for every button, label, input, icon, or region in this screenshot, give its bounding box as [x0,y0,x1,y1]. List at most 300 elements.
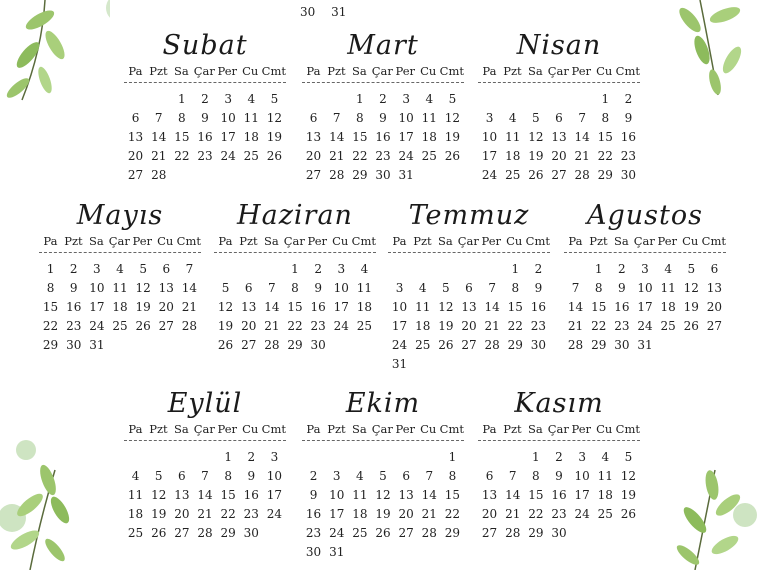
weekday-label: Cu [682,234,699,248]
empty-cell [348,449,371,465]
day-cell: 10 [333,281,349,295]
day-cell: 17 [481,149,498,163]
day-cell: 13 [158,281,174,295]
empty-cell [547,91,570,107]
day-cell: 23 [375,149,391,163]
weekday-header [388,234,550,253]
day-cell: 30 [305,545,322,559]
empty-cell [457,261,480,277]
day-grid [302,449,464,560]
day-cell: 27 [481,526,498,540]
day-cell: 27 [174,526,190,540]
month-block [560,198,730,353]
day-cell: 14 [264,300,280,314]
day-cell: 17 [329,507,345,521]
weekday-label: Pa [218,234,233,248]
day-cell: 7 [508,469,517,483]
day-cell: 8 [532,469,540,483]
previous-month-tail [300,5,358,19]
day-cell: 2 [534,262,543,276]
day-cell: 24 [333,319,349,333]
day-cell: 27 [158,319,174,333]
weekday-label: Pa [128,64,143,78]
day-cell: 7 [268,281,276,295]
empty-cell [395,449,418,465]
month-block [120,386,290,541]
weekday-label: Cu [596,64,613,78]
day-cell: 7 [332,111,341,125]
day-cell: 15 [528,488,544,502]
day-cell: 24 [574,507,590,521]
day-cell: 8 [178,111,186,125]
tail-day: 31 [331,5,347,19]
month-block [474,28,644,183]
day-cell: 6 [178,469,186,483]
day-cell: 27 [241,338,257,352]
weekday-label: Per [132,234,153,248]
day-cell: 17 [89,300,105,314]
day-cell: 23 [310,319,326,333]
weekday-label: Per [571,64,592,78]
empty-cell [302,449,325,465]
day-cell: 30 [375,168,391,182]
weekday-label: Pa [43,234,58,248]
weekday-label: Cmt [615,64,640,78]
day-cell: 11 [505,130,521,144]
weekday-label: Cmt [351,234,376,248]
empty-cell [564,261,587,277]
day-cell: 28 [567,338,584,352]
leaf-decoration-bottom-right [650,460,760,570]
day-cell: 18 [505,149,521,163]
day-cell: 8 [224,469,232,483]
day-cell: 27 [706,319,723,333]
day-cell: 3 [337,262,346,276]
day-cell: 4 [664,262,672,276]
day-cell: 1 [291,262,299,276]
day-cell: 28 [329,168,345,182]
day-cell: 2 [201,92,209,106]
weekday-label: Pa [306,422,321,436]
weekday-label: Cu [242,422,259,436]
day-cell: 15 [591,300,607,314]
empty-cell [388,261,411,277]
day-cell: 19 [620,488,637,502]
day-cell: 16 [614,300,630,314]
empty-cell [124,91,147,107]
empty-cell [124,449,147,465]
day-cell: 18 [112,300,128,314]
weekday-label: Per [307,234,328,248]
day-cell: 15 [42,300,59,314]
day-cell: 7 [185,262,194,276]
day-cell: 22 [597,149,613,163]
empty-cell [501,91,524,107]
day-cell: 14 [329,130,345,144]
day-cell: 20 [461,319,477,333]
empty-cell [170,449,193,465]
weekday-label: Çar [108,234,130,248]
day-cell: 17 [266,488,283,502]
day-cell: 9 [379,111,387,125]
day-cell: 3 [641,262,649,276]
day-cell: 24 [329,526,345,540]
day-cell: 9 [69,281,78,295]
day-cell: 5 [270,92,279,106]
day-cell: 4 [425,92,434,106]
day-cell: 16 [551,488,567,502]
day-cell: 25 [127,526,144,540]
day-cell: 19 [683,300,699,314]
day-cell: 23 [530,319,547,333]
day-cell: 9 [555,469,563,483]
day-cell: 25 [112,319,128,333]
weekday-label: Per [395,64,416,78]
weekday-label: Cu [157,234,174,248]
day-cell: 19 [438,319,454,333]
weekday-header [478,422,640,441]
day-cell: 10 [89,281,105,295]
day-grid [564,261,726,353]
day-cell: 28 [151,168,167,182]
day-cell: 1 [532,450,540,464]
weekday-label: Per [657,234,678,248]
weekday-label: Pzt [239,234,258,248]
weekday-label: Cu [332,234,349,248]
day-cell: 11 [597,469,613,483]
day-cell: 20 [158,300,174,314]
day-cell: 27 [551,168,567,182]
day-cell: 22 [174,149,190,163]
day-cell: 16 [310,300,326,314]
day-cell: 22 [42,319,59,333]
day-cell: 6 [402,469,410,483]
day-cell: 8 [356,111,364,125]
day-cell: 24 [220,149,236,163]
weekday-label: Per [395,422,416,436]
empty-cell [147,449,170,465]
month-title: Haziran [237,200,353,231]
day-cell: 9 [309,488,318,502]
day-cell: 12 [683,281,699,295]
day-cell: 9 [618,281,626,295]
day-cell: 6 [244,281,253,295]
day-cell: 12 [375,488,391,502]
day-cell: 4 [356,469,364,483]
weekday-label: Cu [242,64,259,78]
weekday-label: Çar [193,422,215,436]
day-cell: 22 [444,507,461,521]
day-cell: 13 [305,130,322,144]
empty-cell [260,261,283,277]
day-cell: 20 [174,507,190,521]
weekday-label: Cmt [615,422,640,436]
day-cell: 31 [637,338,653,352]
day-cell: 30 [66,338,82,352]
day-cell: 20 [398,507,414,521]
day-cell: 16 [305,507,322,521]
day-cell: 10 [481,130,498,144]
day-cell: 31 [89,338,105,352]
day-cell: 30 [530,338,547,352]
weekday-label: Çar [371,422,393,436]
day-cell: 21 [264,319,280,333]
day-cell: 18 [243,130,259,144]
day-cell: 4 [418,281,427,295]
day-cell: 23 [305,526,322,540]
weekday-label: Pzt [327,422,346,436]
day-cell: 1 [178,92,186,106]
empty-cell [524,91,547,107]
weekday-header [214,234,376,253]
day-cell: 29 [507,338,523,352]
day-cell: 19 [135,300,151,314]
weekday-label: Pzt [503,422,522,436]
day-cell: 2 [247,450,256,464]
day-cell: 21 [567,319,584,333]
weekday-label: Pzt [149,422,168,436]
weekday-label: Per [481,234,502,248]
day-cell: 23 [197,149,213,163]
day-cell: 20 [305,149,322,163]
day-cell: 10 [574,469,590,483]
day-cell: 10 [391,300,408,314]
day-cell: 2 [618,262,626,276]
day-cell: 12 [266,111,283,125]
day-cell: 12 [151,488,167,502]
day-cell: 28 [574,168,590,182]
day-cell: 24 [481,168,498,182]
day-cell: 6 [485,469,494,483]
day-cell: 26 [151,526,167,540]
day-cell: 20 [706,300,723,314]
weekday-label: Cmt [439,422,464,436]
weekday-label: Cmt [261,64,286,78]
day-cell: 29 [42,338,59,352]
day-cell: 8 [601,111,610,125]
day-cell: 29 [352,168,368,182]
empty-cell [434,261,457,277]
day-cell: 19 [266,130,283,144]
weekday-label: Sa [437,234,453,248]
day-cell: 15 [444,488,461,502]
day-cell: 16 [530,300,547,314]
day-cell: 24 [89,319,105,333]
day-cell: 26 [438,338,454,352]
day-cell: 14 [197,488,213,502]
day-cell: 15 [220,488,236,502]
day-cell: 23 [620,149,637,163]
day-cell: 23 [551,507,567,521]
day-cell: 1 [601,92,610,106]
day-cell: 8 [46,281,55,295]
day-cell: 5 [448,92,457,106]
day-cell: 22 [507,319,523,333]
day-cell: 7 [154,111,163,125]
weekday-label: Per [217,64,238,78]
day-cell: 25 [243,149,259,163]
month-block [384,198,554,372]
day-cell: 17 [391,319,408,333]
month-block [210,198,380,353]
day-cell: 7 [425,469,434,483]
weekday-header [478,64,640,83]
day-cell: 9 [534,281,543,295]
leaf-decoration-top-left [0,0,110,110]
day-cell: 14 [484,300,500,314]
day-cell: 11 [112,281,128,295]
day-cell: 30 [620,168,637,182]
day-cell: 27 [127,168,144,182]
day-cell: 25 [597,507,613,521]
month-title: Ekim [345,388,421,419]
day-cell: 2 [555,450,563,464]
month-block [474,386,644,541]
day-cell: 28 [505,526,521,540]
day-cell: 1 [594,262,603,276]
day-cell: 5 [154,469,163,483]
day-cell: 2 [379,92,387,106]
day-cell: 5 [624,450,633,464]
day-cell: 21 [484,319,500,333]
day-cell: 26 [217,338,234,352]
day-cell: 27 [305,168,322,182]
day-grid [388,261,550,372]
day-cell: 18 [356,300,373,314]
weekday-label: Çar [283,234,305,248]
empty-cell [325,91,348,107]
day-cell: 22 [528,507,544,521]
month-block [298,386,468,560]
day-cell: 26 [266,149,283,163]
tail-day: 30 [300,5,316,19]
month-title: Eylül [167,388,243,419]
day-cell: 31 [398,168,414,182]
weekday-label: Pa [568,234,583,248]
day-cell: 17 [574,488,590,502]
empty-cell [411,261,434,277]
empty-cell [302,91,325,107]
day-grid [124,449,286,541]
day-cell: 20 [481,507,498,521]
day-cell: 9 [624,111,633,125]
day-cell: 6 [555,111,563,125]
day-cell: 3 [485,111,494,125]
day-cell: 19 [375,507,391,521]
month-title: Agustos [587,200,703,231]
day-cell: 29 [287,338,303,352]
day-cell: 9 [247,469,256,483]
day-cell: 16 [620,130,637,144]
weekday-label: Pa [128,422,143,436]
day-cell: 3 [93,262,101,276]
day-cell: 22 [591,319,607,333]
month-title: Kasım [514,388,604,419]
day-cell: 21 [574,149,590,163]
day-cell: 7 [201,469,209,483]
weekday-label: Sa [351,422,367,436]
day-cell: 28 [197,526,213,540]
day-cell: 7 [571,281,580,295]
weekday-label: Çar [633,234,655,248]
weekday-label: Cu [420,64,437,78]
day-cell: 25 [505,168,521,182]
day-grid [124,91,286,183]
weekday-label: Pa [482,422,497,436]
weekday-label: Cu [420,422,437,436]
leaf-decoration-top-right [660,0,760,100]
day-cell: 14 [505,488,521,502]
day-cell: 24 [398,149,414,163]
day-cell: 24 [391,338,408,352]
day-cell: 14 [574,130,590,144]
month-title: Nisan [516,30,602,61]
day-cell: 30 [614,338,630,352]
day-cell: 30 [551,526,567,540]
day-cell: 5 [687,262,696,276]
day-cell: 13 [551,130,567,144]
day-cell: 13 [241,300,257,314]
day-grid [302,91,464,183]
day-cell: 16 [66,300,82,314]
day-cell: 4 [131,469,140,483]
day-cell: 10 [220,111,236,125]
weekday-header [39,234,201,253]
day-cell: 11 [660,281,676,295]
weekday-label: Per [217,422,238,436]
weekday-label: Çar [457,234,479,248]
day-cell: 2 [309,469,318,483]
day-cell: 26 [444,149,461,163]
day-cell: 25 [356,319,373,333]
day-cell: 10 [637,281,653,295]
day-cell: 21 [181,300,198,314]
day-cell: 29 [220,526,236,540]
day-cell: 26 [375,526,391,540]
day-cell: 3 [578,450,586,464]
day-cell: 3 [270,450,279,464]
day-cell: 31 [329,545,345,559]
day-cell: 18 [415,319,431,333]
weekday-label: Cmt [261,422,286,436]
day-cell: 3 [402,92,410,106]
day-cell: 5 [221,281,230,295]
day-cell: 6 [162,262,171,276]
day-cell: 27 [461,338,477,352]
day-cell: 8 [291,281,299,295]
day-cell: 13 [174,488,190,502]
day-cell: 29 [597,168,613,182]
day-cell: 4 [508,111,517,125]
day-cell: 29 [528,526,544,540]
empty-cell [478,91,501,107]
day-cell: 19 [444,130,461,144]
weekday-header [302,64,464,83]
day-cell: 9 [314,281,322,295]
day-cell: 12 [620,469,637,483]
day-cell: 11 [243,111,259,125]
weekday-label: Cmt [701,234,726,248]
empty-cell [571,91,594,107]
day-cell: 8 [594,281,603,295]
day-cell: 11 [127,488,144,502]
day-cell: 14 [151,130,167,144]
weekday-label: Sa [613,234,629,248]
day-cell: 6 [465,281,473,295]
day-cell: 6 [309,111,318,125]
day-cell: 18 [660,300,676,314]
day-cell: 20 [241,319,257,333]
